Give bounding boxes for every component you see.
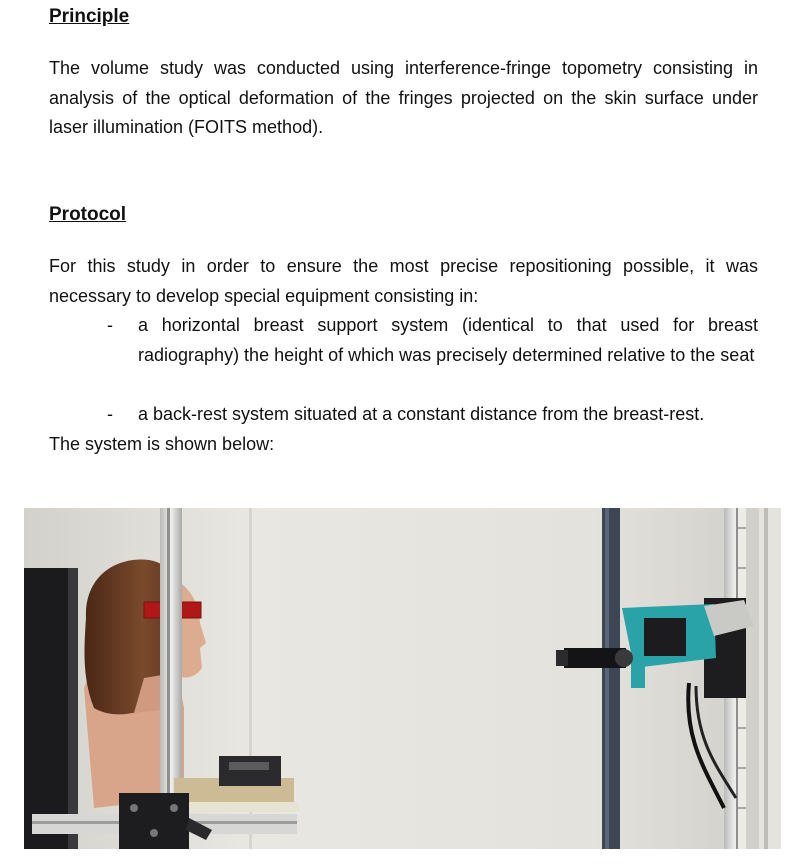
principle-heading: Principle [49, 6, 130, 27]
list-item [107, 400, 758, 430]
equipment-photo [24, 508, 781, 849]
list-item [107, 311, 758, 370]
list-item-text: a horizontal breast support system (identical to that used for breast radiography) the height of which was precisely determined relative to the seat [138, 315, 758, 365]
protocol-intro: For this study in order to ensure the most precise repositioning possible, it was necessary to develop special equipment consisting in: [49, 256, 758, 306]
protocol-heading: Protocol [49, 204, 127, 225]
camera-window [644, 618, 686, 656]
bullet-dash: - [107, 315, 113, 335]
rail-clamp [119, 793, 189, 849]
back-rest-panel [24, 568, 74, 849]
right-dark-column [602, 508, 620, 849]
bullet-dash: - [107, 404, 113, 424]
back-rest-edge [68, 568, 78, 849]
equipment-photo-illustration [24, 508, 781, 849]
principle-paragraph: The volume study was conducted using interference-fringe topometry consisting in analysis of the optical deformation of the fringes projected on the skin surface under laser illumination (FOITS method). [49, 58, 758, 137]
list-item-text: a back-rest system situated at a constant distance from the breast-rest. [138, 404, 705, 424]
protocol-outro: The system is shown below: [49, 434, 275, 454]
platform-mechanism [219, 756, 281, 786]
